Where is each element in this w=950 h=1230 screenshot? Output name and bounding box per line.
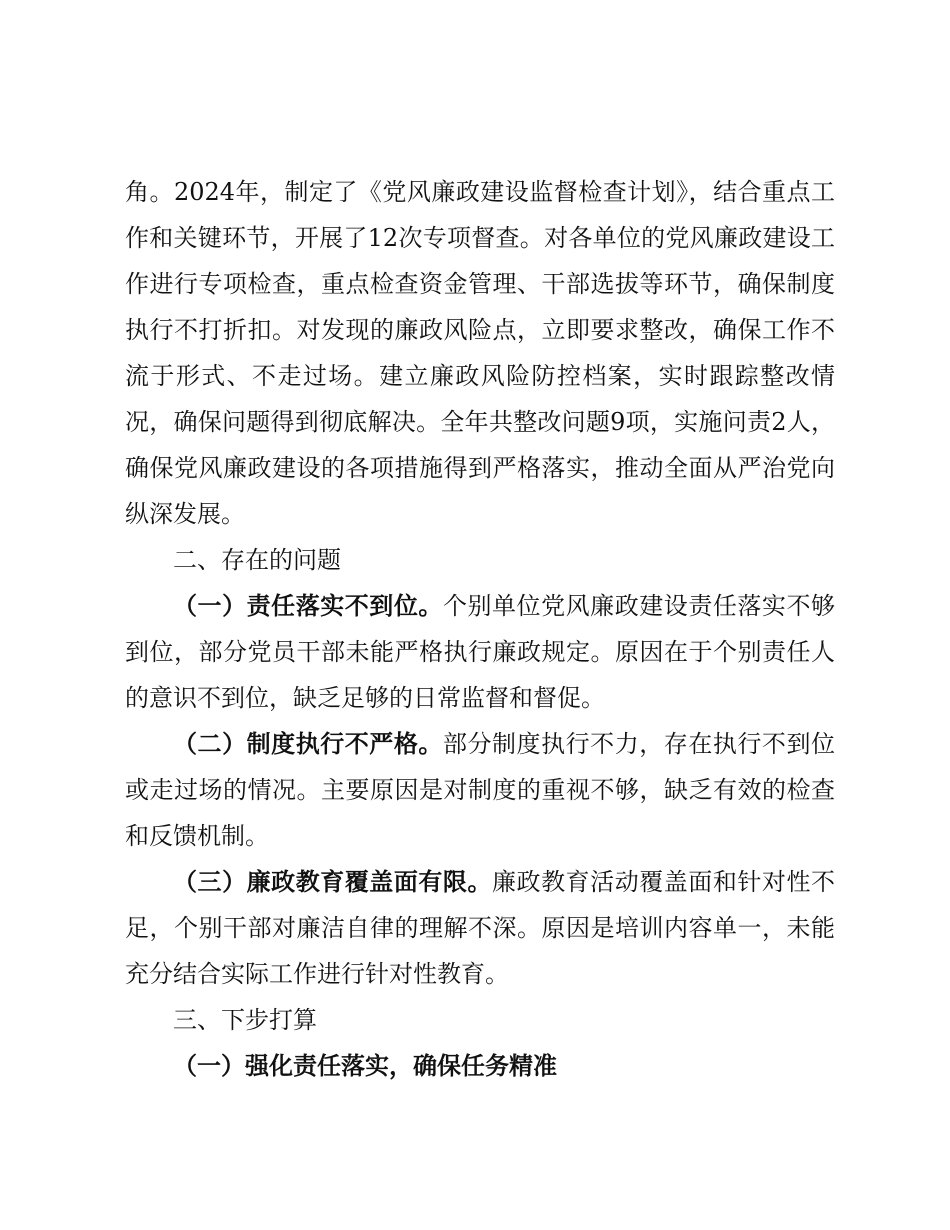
problem-item-1-text: 个别单位党风廉政建设责任落实不够到位，部分党员干部未能严格执行廉政规定。原因在于个别责任人的意识不到位，缺乏足够的日常监督和督促。 xyxy=(125,592,836,712)
problem-item-3 xyxy=(125,859,835,997)
body-paragraph: 角。2024年，制定了《党风廉政建设监督检查计划》，结合重点工作和关键环节，开展了12次专项督查。对各单位的党风廉政建设工作进行专项检查，重点检查资金管理、干部选拔等环节，确保制度执行不打折扣。对发现的廉政风险点，立即要求整改，确保工作不流于形式、不走过场。建立廉政风险防控档案，实时跟踪整改情况，确保问题得到彻底解决。全年共整改问题9项，实施问责2人，确保党风廉政建设的各项措施得到严格落实，推动全面从严治党向纵深发展。 xyxy=(125,178,835,528)
document-body xyxy=(125,169,835,1089)
plan-item-1-title: （一）强化责任落实，确保任务精准 xyxy=(173,1051,557,1080)
problem-item-3-title: （三）廉政教育覆盖面有限。 xyxy=(173,867,492,896)
problem-item-2-text: 部分制度执行不力，存在执行不到位或走过场的情况。主要原因是对制度的重视不够，缺乏有效的检查和反馈机制。 xyxy=(125,730,836,850)
problem-item-3-text: 廉政教育活动覆盖面和针对性不足，个别干部对廉洁自律的理解不深。原因是培训内容单一，未能充分结合实际工作进行针对性教育。 xyxy=(125,868,835,988)
section-heading-next-steps: 三、下步打算 xyxy=(173,1006,317,1034)
problem-item-2-title: （二）制度执行不严格。 xyxy=(173,729,443,758)
problem-item-2 xyxy=(125,721,835,859)
problem-item-1-title: （一）责任落实不到位。 xyxy=(173,591,443,620)
plan-item-1 xyxy=(125,1043,835,1089)
problem-item-1 xyxy=(125,583,835,721)
section-heading-problems: 二、存在的问题 xyxy=(173,546,341,574)
